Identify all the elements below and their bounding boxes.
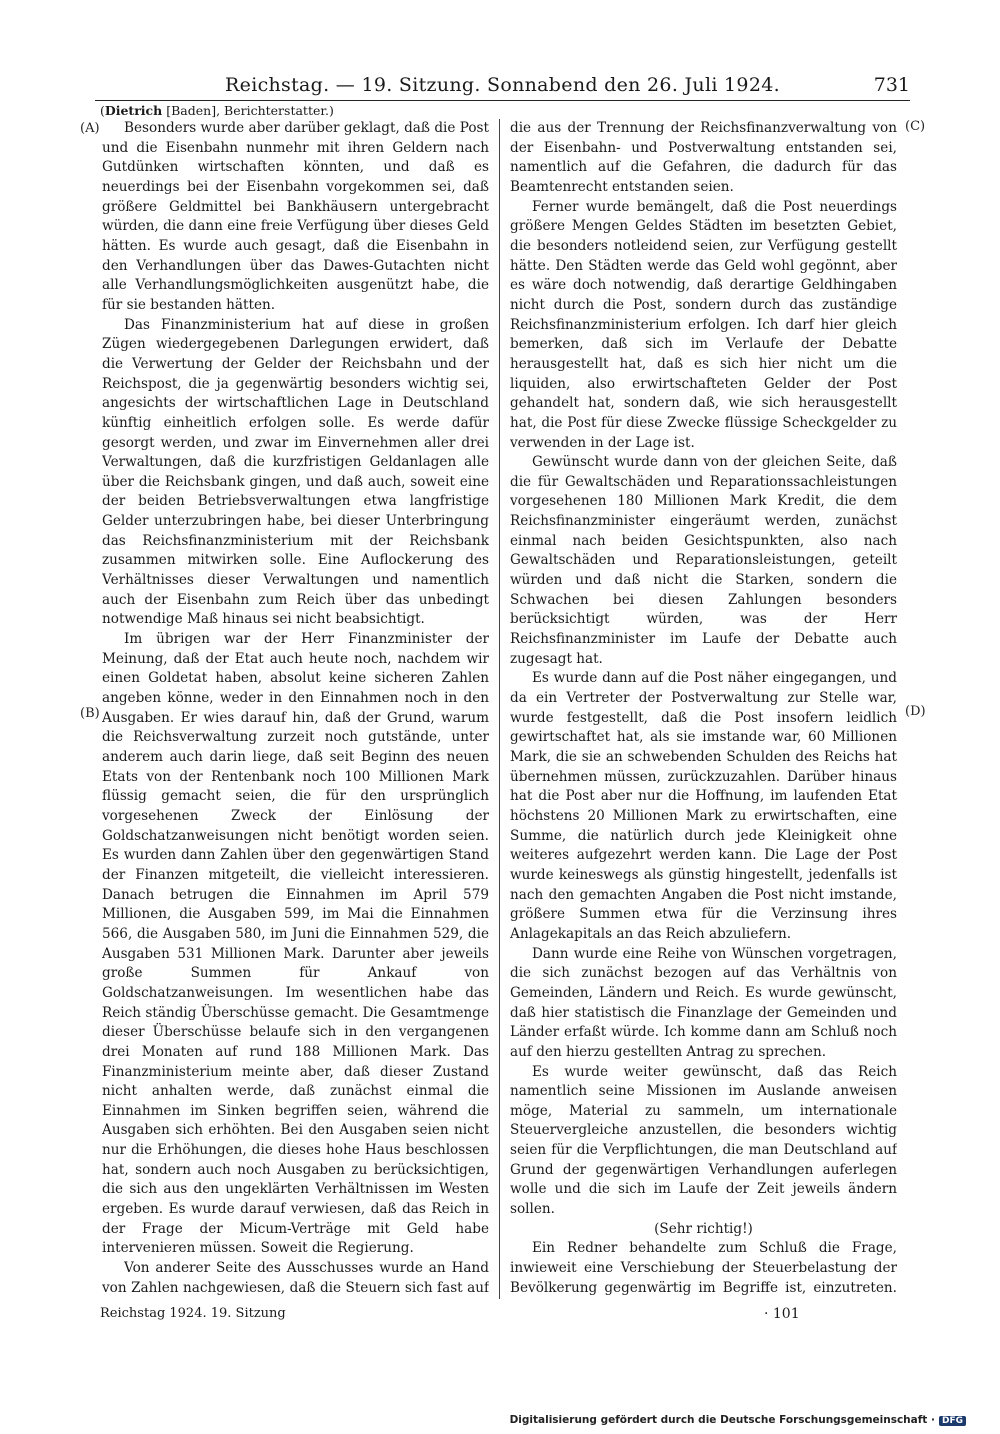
speaker-detail: [Baden], Berichterstatter. [166, 103, 329, 118]
page-header [95, 74, 910, 101]
interjection: (Sehr richtig!) [654, 1220, 753, 1237]
dfg-logo-icon: DFG [939, 1416, 966, 1426]
right-column [510, 119, 897, 1299]
paragraph: Von anderer Seite des Ausschusses wurde an Hand von Zahlen nachgewiesen, daß die Steuern sich fast auf [102, 1260, 489, 1296]
left-column [102, 119, 489, 1299]
paragraph: Ferner wurde bemängelt, daß die Post neuerdings größere Mengen Geldes Städten im besetzten Gebiet, die besonders notleidend seien, zur Verfügung gestellt hätte. Den Städten werde das Geld wohl gegönnt, aber es wäre doch notwendig, daß derartige Geldhingaben nicht durch die Post, sondern durch das zuständige Reichsfinanzministerium erfolgen. Ich darf hier gleich bemerken, daß sich im Verlaufe der Debatte herausgestellt hat, daß es sich hier nicht um die liquiden, also erwirtschafteten Gelder der Post gehandelt hat, sondern daß, wie sich herausgestellt hat, die Post für diese Zwecke flüssige Scheckgelder zu verwenden in der Lage ist. [510, 198, 897, 451]
footer-signature: Reichstag 1924. 19. Sitzung [100, 1306, 286, 1321]
paragraph: Es wurde dann auf die Post näher eingegangen, und da ein Vertreter der Postverwaltung zur Stelle war, wurde festgestellt, daß die Post insofern leidlich gewirtschaftet hat, als sie imstande war, 60 Millionen Mark, die sie an schwebenden Schulden des Reichs hat übernehmen müssen, zurückzuzahlen. Darüber hinaus hat die Post aber nur die Hoffnung, im laufenden Etat höchstens 20 Millionen Mark zu erwirtschaften, eine Summe, die natürlich durch jede Kleinigkeit ohne weiteres aufgezehrt werden kann. Die Lage der Post wurde keineswegs als günstig hingestellt, jedenfalls ist nach den gemachten Angaben die Post nicht imstande, größere Summen etwa für die Verzinsung ihres Anlagekapitals an das Reich abzuliefern. [510, 670, 897, 942]
margin-marker-a: (A) [80, 121, 100, 136]
column-divider [499, 119, 500, 1299]
speaker-name: Dietrich [104, 103, 163, 118]
paragraph: Es wurde weiter gewünscht, daß das Reich namentlich seine Missionen im Auslande anweisen möge, Material zu sammeln, um internationale Steuervergleiche anzustellen, die besonders wichtig seien für die Verpflichtungen, die man Deutschland auf Grund der gegenwärtigen Verhandlungen auferlegen wolle und die sich im Laufe der Zeit jeweils ändern sollen. [510, 1063, 897, 1218]
page-number: 731 [873, 74, 910, 96]
margin-marker-c: (C) [905, 119, 926, 134]
margin-marker-d: (D) [905, 704, 926, 719]
paragraph: Im übrigen war der Herr Finanzminister der Meinung, daß der Etat auch heute noch, nachdem wir einen Goldetat haben, absolut keine sicheren Zahlen angeben könne, weder in den Einnahmen noch in den Ausgaben. Er wies darauf hin, daß der Grund, warum die Reichsverwaltung zurzeit noch gutstände, unter anderem auch darin liege, daß seit Beginn des neuen Etats von der Rentenbank noch 100 Millionen Mark flüssig gemacht seien, die für den ursprünglich vorgesehenen Zweck der Einlösung der Goldschatzanweisungen nicht benötigt worden seien. Es wurden dann Zahlen über den gegenwärtigen Stand der Finanzen mitgeteilt, die vielleicht interessieren. Danach betrugen die Einnahmen im April 579 Millionen, die Ausgaben 599, im Mai die Einnahmen 566, die Ausgaben 580, im Juni die Einnahmen 529, die Ausgaben 531 Millionen Mark. Darunter aber jeweils große Summen für Ankauf von Goldschatzanweisungen. Im wesentlichen habe das Reich ständig Überschüsse gemacht. Die Gesamtmenge dieser Überschüsse belaufe sich in den vergangenen drei Monaten auf rund 188 Millionen Mark. Das Finanzministerium meinte aber, daß dieser Zustand nicht anhalten werde, daß zunächst einmal die Einnahmen im Sinken begriffen seien, während die Ausgaben sich erhöhten. Bei den Ausgaben seien nicht nur die Erhöhungen, die dieses hohe Haus beschlossen hat, sondern auch noch Ausgaben zu berücksichtigen, die sich aus den ungeklärten Verhältnissen im Westen ergeben. Es wurde darauf verwiesen, daß das Reich in der Frage der Micum-Verträge mit Geld habe intervenieren müssen. Soweit die Regierung. [102, 631, 489, 1257]
footer-sheet-number: · 101 [764, 1306, 800, 1322]
paragraph: Ein Redner behandelte zum Schluß die Frage, inwieweit eine Verschiebung der Steuerbelastung der Bevölkerung gegenwärtig im Begriffe ist, einzutreten. [510, 1240, 897, 1296]
paragraph: Das Finanzministerium hat auf diese in großen Zügen wiedergegebenen Darlegungen erwidert, daß die Verwertung der Gelder der Reichsbahn und der Reichspost, die ja gegenwärtig besonders wichtig sei, angesichts der wirtschaftlichen Lage in Deutschland künftig einheitlich erfolgen solle. Es werde dafür gesorgt werden, und zwar im Einvernehmen aller drei Verwaltungen, daß die kurzfristigen Geldanlagen alle über die Reichsbank gingen, und daß auch, soweit eine der beiden Betriebsverwaltungen etwa langfristige Gelder unterzubringen habe, bei dieser Unterbringung das Reichsfinanzministerium mit der Reichsbank zusammen mitwirken solle. Eine Auflockerung des Verhältnisses dieser Verwaltungen und namentlich auch der Eisenbahn zum Reich über das unbedingt notwendige Maß hinaus sei nicht beabsichtigt. [102, 316, 489, 628]
speaker-line: (Dietrich [Baden], Berichterstatter.) [100, 103, 334, 118]
paragraph: Gewünscht wurde dann von der gleichen Seite, daß die für Gewaltschäden und Reparationssachleistungen vorgesehenen 180 Millionen Mark Kredit, die dem Reichsfinanzminister eingeräumt werden, zunächst einmal nach beiden Gesichtspunkten, also nach Gewaltschäden und Reparationsleistungen, geteilt würden und daß nicht die Starken, sondern die Schwachen bei diesen Zahlungen besonders berücksichtigt würden, was der Herr Reichsfinanzminister im Laufe der Debatte auch zugesagt hat. [510, 454, 897, 667]
margin-marker-b: (B) [80, 706, 100, 721]
digitization-note [510, 1414, 966, 1426]
digitization-text: Digitalisierung gefördert durch die Deutsche Forschungsgemeinschaft · [509, 1414, 935, 1426]
paragraph: die aus der Trennung der Reichsfinanzverwaltung von der Eisenbahn- und Postverwaltung entstanden sei, namentlich auf die Gefahren, die dadurch für das Beamtenrecht entstanden seien. [510, 120, 897, 195]
paragraph: Dann wurde eine Reihe von Wünschen vorgetragen, die sich zunächst bezogen auf das Verhältnis von Gemeinden, Ländern und Reich. Es wurde gewünscht, daß hier statistisch die Finanzlage der Gemeinden und Länder erfaßt würde. Ich komme dann am Schluß noch auf den hierzu gestellten Antrag zu sprechen. [510, 945, 897, 1060]
paragraph: Besonders wurde aber darüber geklagt, daß die Post und die Eisenbahn nunmehr mit ihren Geldern nach Gutdünken wirtschaften könnten, und daß es neuerdings bei der Eisenbahn vorgekommen sei, daß größere Geldmittel bei Bankhäusern untergebracht würden, die dann eine freie Verfügung über dieses Geld hätten. Es wurde auch gesagt, daß die Eisenbahn in den Verhandlungen über das Dawes-Gutachten nicht alle Verhandlungsmöglichkeiten ausgenützt habe, die für sie bestanden hätten. [102, 120, 489, 313]
header-title: Reichstag. — 19. Sitzung. Sonnabend den 26. Juli 1924. [225, 74, 780, 96]
